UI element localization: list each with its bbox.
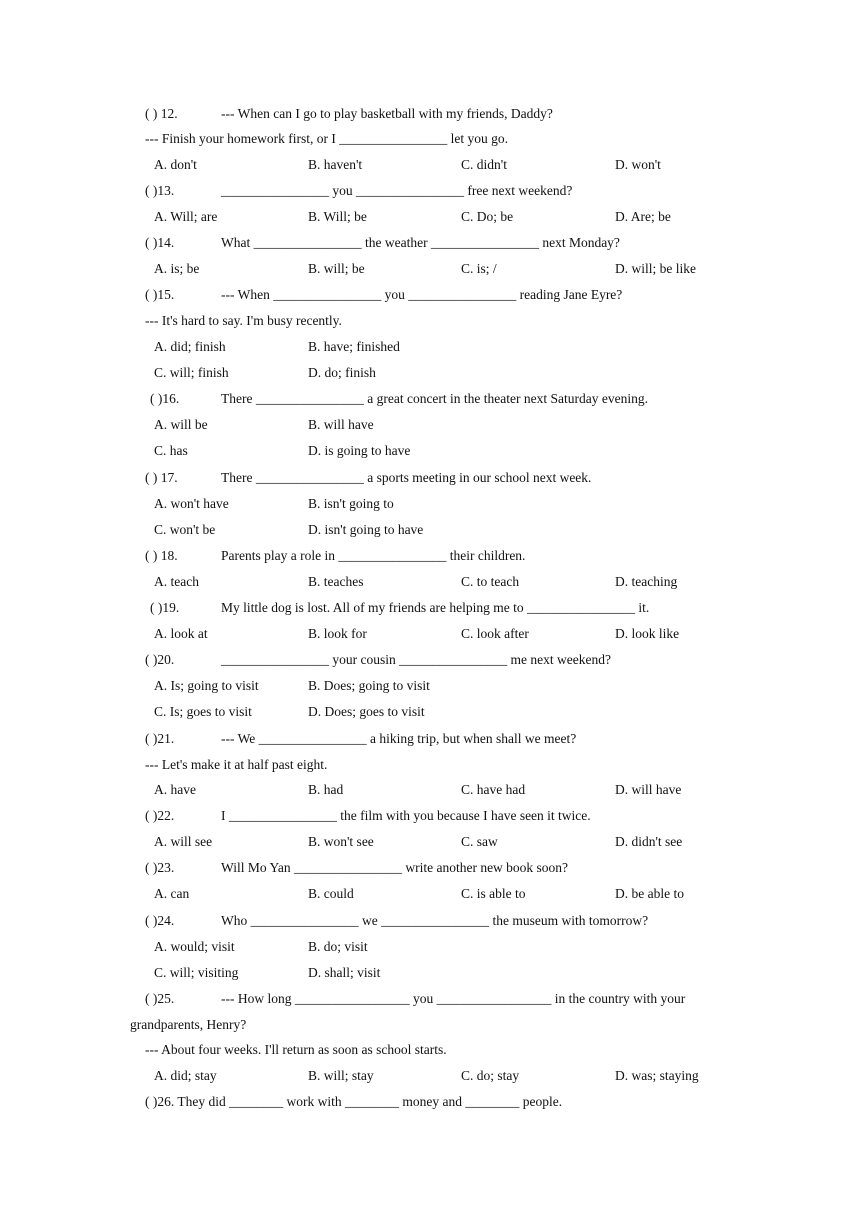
option-b[interactable]: B. do; visit bbox=[308, 939, 368, 954]
question-number: ( )22. bbox=[145, 808, 175, 823]
option-c[interactable]: C. saw bbox=[461, 834, 498, 849]
option-b[interactable]: B. will have bbox=[308, 417, 374, 432]
question-stem: My little dog is lost. All of my friends are helping me to ________________ it. bbox=[221, 600, 650, 615]
option-d[interactable]: D. is going to have bbox=[308, 443, 411, 458]
option-a[interactable]: A. Is; going to visit bbox=[154, 678, 259, 693]
question-number: ( )19. bbox=[150, 600, 180, 615]
option-d[interactable]: D. do; finish bbox=[308, 365, 376, 380]
option-d[interactable]: D. Are; be bbox=[615, 209, 671, 224]
question-stem-wrap: grandparents, Henry? bbox=[130, 1017, 247, 1032]
option-d[interactable]: D. be able to bbox=[615, 886, 684, 901]
option-a[interactable]: A. have bbox=[154, 782, 196, 797]
option-c[interactable]: C. didn't bbox=[461, 157, 507, 172]
question-number: ( )15. bbox=[145, 287, 175, 302]
question-number: ( )20. bbox=[145, 652, 175, 667]
option-a[interactable]: A. don't bbox=[154, 157, 197, 172]
option-a[interactable]: A. look at bbox=[154, 626, 208, 641]
option-a[interactable]: A. did; stay bbox=[154, 1068, 217, 1083]
question-stem: --- We ________________ a hiking trip, but when shall we meet? bbox=[221, 731, 577, 746]
question-number: ( )16. bbox=[150, 391, 180, 406]
option-c[interactable]: C. will; finish bbox=[154, 365, 229, 380]
question-stem: Who ________________ we ________________ the museum with tomorrow? bbox=[221, 913, 649, 928]
question-stem: ( )26. They did ________ work with ________ money and ________ people. bbox=[145, 1094, 563, 1109]
option-d[interactable]: D. isn't going to have bbox=[308, 522, 424, 537]
option-d[interactable]: D. teaching bbox=[615, 574, 678, 589]
question-number: ( )21. bbox=[145, 731, 175, 746]
question-number: ( )13. bbox=[145, 183, 175, 198]
question-stem: ________________ you ________________ free next weekend? bbox=[221, 183, 573, 198]
option-d[interactable]: D. didn't see bbox=[615, 834, 683, 849]
option-a[interactable]: A. will be bbox=[154, 417, 208, 432]
question-number: ( ) 17. bbox=[145, 470, 178, 485]
answer-line: --- About four weeks. I'll return as soon as school starts. bbox=[145, 1042, 447, 1057]
option-a[interactable]: A. will see bbox=[154, 834, 213, 849]
question-stem: --- How long _________________ you _________________ in the country with your bbox=[221, 991, 686, 1006]
option-a[interactable]: A. can bbox=[154, 886, 190, 901]
option-c[interactable]: C. Is; goes to visit bbox=[154, 704, 252, 719]
option-b[interactable]: B. haven't bbox=[308, 157, 363, 172]
question-number: ( ) 12. bbox=[145, 106, 178, 121]
option-a[interactable]: A. would; visit bbox=[154, 939, 235, 954]
option-c[interactable]: C. is able to bbox=[461, 886, 526, 901]
option-c[interactable]: C. to teach bbox=[461, 574, 520, 589]
question-stem: There ________________ a great concert in the theater next Saturday evening. bbox=[221, 391, 648, 406]
option-a[interactable]: A. is; be bbox=[154, 261, 200, 276]
option-b[interactable]: B. Will; be bbox=[308, 209, 367, 224]
question-stem: I ________________ the film with you because I have seen it twice. bbox=[221, 808, 591, 823]
option-c[interactable]: C. have had bbox=[461, 782, 526, 797]
question-number: ( )14. bbox=[145, 235, 175, 250]
option-c[interactable]: C. Do; be bbox=[461, 209, 514, 224]
option-d[interactable]: D. was; staying bbox=[615, 1068, 699, 1083]
option-b[interactable]: B. Does; going to visit bbox=[308, 678, 430, 693]
option-b[interactable]: B. teaches bbox=[308, 574, 364, 589]
option-b[interactable]: B. had bbox=[308, 782, 344, 797]
option-a[interactable]: A. did; finish bbox=[154, 339, 226, 354]
option-c[interactable]: C. will; visiting bbox=[154, 965, 239, 980]
question-stem: Will Mo Yan ________________ write another new book soon? bbox=[221, 860, 569, 875]
option-c[interactable]: C. has bbox=[154, 443, 188, 458]
option-d[interactable]: D. will; be like bbox=[615, 261, 696, 276]
option-b[interactable]: B. isn't going to bbox=[308, 496, 394, 511]
option-c[interactable]: C. won't be bbox=[154, 522, 216, 537]
option-c[interactable]: C. is; / bbox=[461, 261, 497, 276]
question-stem: There ________________ a sports meeting in our school next week. bbox=[221, 470, 592, 485]
option-b[interactable]: B. look for bbox=[308, 626, 367, 641]
answer-line: --- Let's make it at half past eight. bbox=[145, 757, 328, 772]
option-a[interactable]: A. Will; are bbox=[154, 209, 218, 224]
option-b[interactable]: B. could bbox=[308, 886, 354, 901]
question-stem: --- When can I go to play basketball with my friends, Daddy? bbox=[221, 106, 553, 121]
option-c[interactable]: C. do; stay bbox=[461, 1068, 520, 1083]
answer-line: --- Finish your homework first, or I ________________ let you go. bbox=[145, 131, 508, 146]
option-b[interactable]: B. will; stay bbox=[308, 1068, 374, 1083]
question-stem: --- When ________________ you ________________ reading Jane Eyre? bbox=[221, 287, 623, 302]
option-b[interactable]: B. won't see bbox=[308, 834, 374, 849]
option-d[interactable]: D. Does; goes to visit bbox=[308, 704, 425, 719]
option-d[interactable]: D. won't bbox=[615, 157, 661, 172]
question-stem: Parents play a role in ________________ their children. bbox=[221, 548, 526, 563]
option-b[interactable]: B. will; be bbox=[308, 261, 365, 276]
question-stem: What ________________ the weather ________________ next Monday? bbox=[221, 235, 620, 250]
question-number: ( )24. bbox=[145, 913, 175, 928]
option-d[interactable]: D. will have bbox=[615, 782, 682, 797]
option-a[interactable]: A. teach bbox=[154, 574, 199, 589]
question-number: ( )25. bbox=[145, 991, 175, 1006]
question-number: ( )23. bbox=[145, 860, 175, 875]
question-number: ( ) 18. bbox=[145, 548, 178, 563]
option-d[interactable]: D. look like bbox=[615, 626, 680, 641]
option-c[interactable]: C. look after bbox=[461, 626, 529, 641]
question-stem: ________________ your cousin ________________ me next weekend? bbox=[221, 652, 611, 667]
option-d[interactable]: D. shall; visit bbox=[308, 965, 381, 980]
answer-line: --- It's hard to say. I'm busy recently. bbox=[145, 313, 342, 328]
option-a[interactable]: A. won't have bbox=[154, 496, 229, 511]
option-b[interactable]: B. have; finished bbox=[308, 339, 400, 354]
